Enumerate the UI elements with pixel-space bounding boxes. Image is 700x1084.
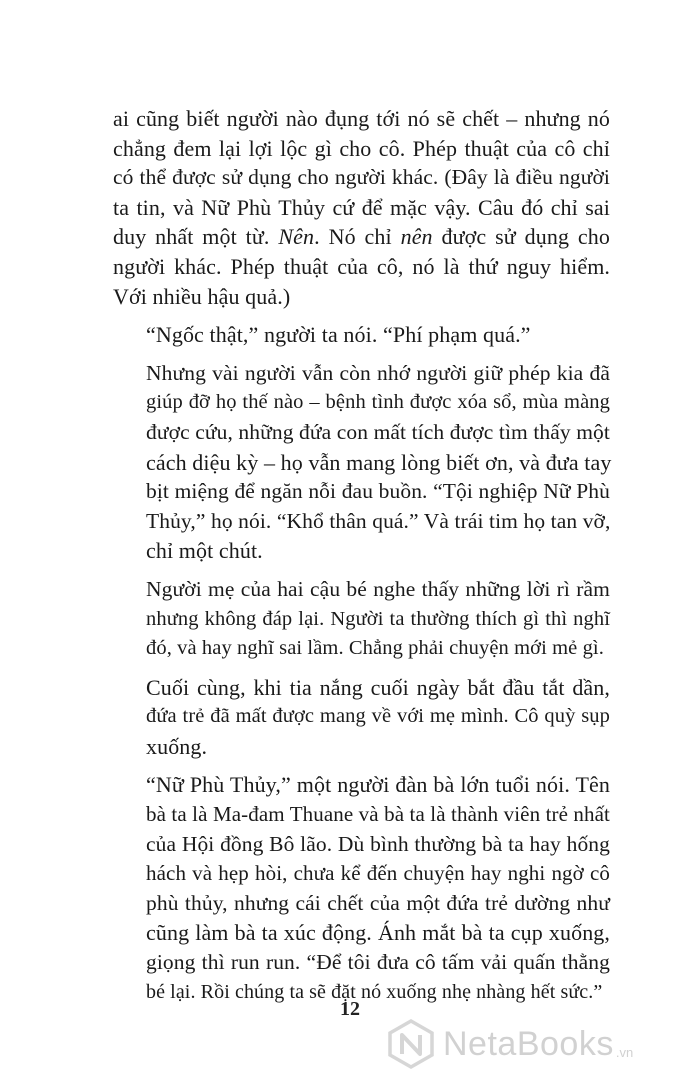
text-line: Với nhiều hậu quả.) [113, 283, 291, 309]
watermark-suffix: .vn [615, 1045, 634, 1060]
text-line: “Nữ Phù Thủy,” một người đàn bà lớn tuổi nói. Tên [146, 772, 610, 798]
text-line: duy nhất một từ. Nên. Nó chỉ nên được sử dụng cho [113, 224, 610, 250]
text-line: chẳng đem lại lợi lộc gì cho cô. Phép thuật của cô chỉ [113, 135, 610, 161]
text-line: ai cũng biết người nào đụng tới nó sẽ chết – nhưng nó [113, 106, 610, 131]
text-line: hách và hẹp hòi, chưa kể đến chuyện hay nghi ngờ cô [146, 861, 610, 886]
text-line: của Hội đồng Bô lão. Dù bình thường bà ta hay hống [146, 831, 610, 856]
text-line: bé lại. Rồi chúng ta sẽ đặt nó xuống nhẹ nhàng hết sức.” [146, 980, 603, 1003]
text-line: Thủy,” họ nói. “Khổ thân quá.” Và trái tim họ tan vỡ, [146, 508, 611, 533]
netabooks-logo-icon [385, 1018, 437, 1070]
text-line: cũng làm bà ta xúc động. Ánh mắt bà ta cụp xuống, [146, 920, 610, 946]
paragraph [113, 575, 610, 664]
text-line: người khác. Phép thuật của cô, nó là thứ nguy hiểm. [113, 253, 610, 279]
text-line: đó, và hay nghĩ sai lầm. Chẳng phải chuyện mới mẻ gì. [146, 637, 604, 660]
paragraph [113, 673, 610, 762]
text-line: ta tin, và Nữ Phù Thủy cứ để mặc vậy. Câu đó chỉ sai [113, 194, 610, 220]
text-line: bà ta là Ma-đam Thuane và bà ta là thành viên trẻ nhất [146, 802, 610, 827]
text-line: giúp đỡ họ thế nào – bệnh tình được xóa sổ, mùa màng [146, 391, 610, 414]
text-line: phù thủy, nhưng cái chết của một đứa trẻ dường như [146, 890, 610, 915]
watermark [385, 1014, 685, 1074]
text-line: nhưng không đáp lại. Người ta thường thích gì thì nghĩ [146, 607, 610, 630]
body-text [113, 104, 610, 1016]
text-line: Nhưng vài người vẫn còn nhớ người giữ phép kia đã [146, 360, 610, 385]
paragraph [113, 359, 610, 566]
page-number: 12 [340, 998, 360, 1020]
text-line: “Ngốc thật,” người ta nói. “Phí phạm quá.” [146, 322, 531, 348]
text-line: Người mẹ của hai cậu bé nghe thấy những lời rì rầm [146, 576, 610, 601]
text-line: chỉ một chút. [146, 538, 263, 564]
text-line: đứa trẻ đã mất được mang về với mẹ mình. Cô quỳ sụp [146, 705, 610, 728]
text-line: có thể được sử dụng cho người khác. (Đây là điều người [113, 165, 610, 190]
paragraph [113, 104, 610, 311]
text-line: bịt miệng để ngăn nỗi đau buồn. “Tội nghiệp Nữ Phù [146, 479, 610, 504]
text-line: được cứu, những đứa con mất tích được tìm thấy một [146, 419, 610, 444]
text-line: Cuối cùng, khi tia nắng cuối ngày bắt đầu tắt dần, [146, 674, 610, 700]
text-line: xuống. [146, 733, 208, 759]
paragraph [113, 320, 610, 350]
text-line: cách diệu kỳ – họ vẫn mang lòng biết ơn, và đưa tay [146, 449, 612, 475]
paragraph [113, 770, 610, 1007]
watermark-brand: NetaBooks [443, 1024, 614, 1063]
text-line: giọng thì run run. “Để tôi đưa cô tấm vải quấn thằng [146, 950, 610, 975]
